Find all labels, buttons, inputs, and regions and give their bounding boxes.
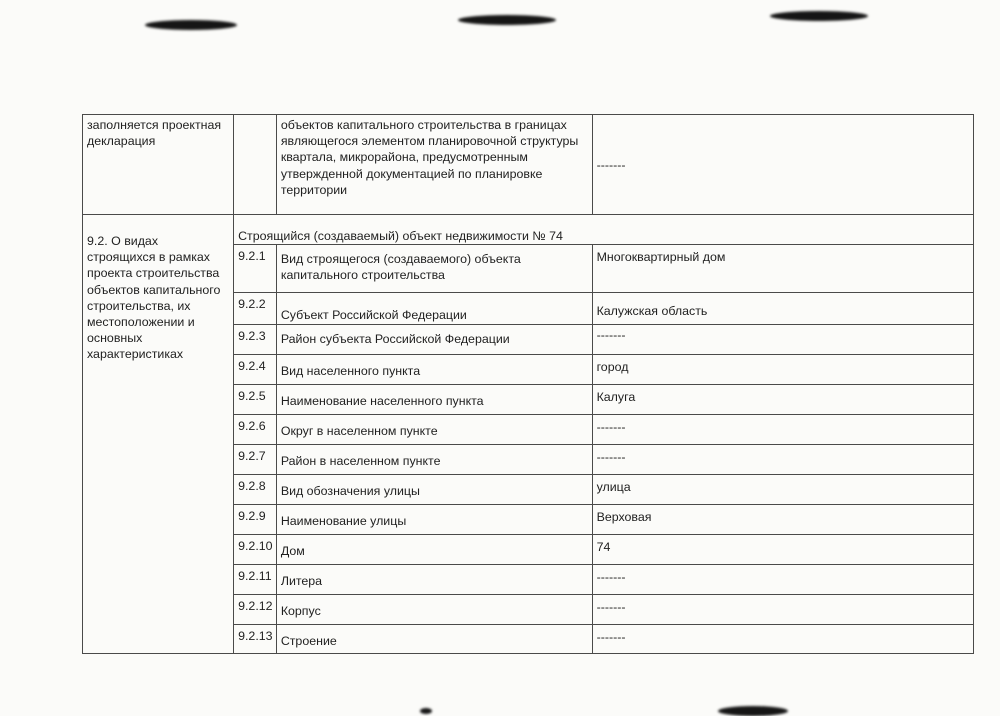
row-label: Наименование населенного пункта <box>276 385 592 415</box>
row-number: 9.2.3 <box>234 325 277 355</box>
row-value: ------- <box>592 625 973 654</box>
row-number: 9.2.11 <box>234 565 277 595</box>
row-value: город <box>592 355 973 385</box>
row-label: Наименование улицы <box>276 505 592 535</box>
top-row-value-text: ------- <box>596 158 626 173</box>
row-number: 9.2.7 <box>234 445 277 475</box>
scan-mark-top-left <box>145 20 237 30</box>
row-value: Верховая <box>592 505 973 535</box>
row-value: ------- <box>592 595 973 625</box>
object-heading-cell <box>234 215 974 245</box>
row-label: Дом <box>276 535 592 565</box>
row-number: 9.2.6 <box>234 415 277 445</box>
row-number: 9.2.10 <box>234 535 277 565</box>
row-value: ------- <box>592 445 973 475</box>
row-value: улица <box>592 475 973 505</box>
row-number: 9.2.1 <box>234 245 277 293</box>
row-number: 9.2.12 <box>234 595 277 625</box>
row-label: Субъект Российской Федерации <box>276 293 592 325</box>
row-value: 74 <box>592 535 973 565</box>
scan-mark-top-center <box>458 15 556 25</box>
row-number: 9.2.5 <box>234 385 277 415</box>
table-row-heading <box>83 215 974 245</box>
top-row-value <box>592 115 973 215</box>
top-row-description <box>276 115 592 215</box>
top-row-num <box>234 115 277 215</box>
row-label: Литера <box>276 565 592 595</box>
section-title: 9.2. О видах строящихся в рамках проекта строительства объектов капитального строительства, их местоположении и основных характеристиках <box>87 234 221 362</box>
row-value: Калуга <box>592 385 973 415</box>
row-number: 9.2.4 <box>234 355 277 385</box>
row-value: ------- <box>592 415 973 445</box>
section-title-cell <box>83 215 234 654</box>
row-label: Вид обозначения улицы <box>276 475 592 505</box>
row-number: 9.2.8 <box>234 475 277 505</box>
row-label: Вид населенного пункта <box>276 355 592 385</box>
row-value: ------- <box>592 565 973 595</box>
row-value: Калужская область <box>592 293 973 325</box>
declaration-table <box>82 114 974 654</box>
scan-mark-bottom-center <box>718 706 788 716</box>
table-row-top <box>83 115 974 215</box>
top-row-label-text: заполняется проектная декларация <box>87 118 222 149</box>
top-row-description-text: объектов капитального строительства в границах являющегося элементом планировочной структуры квартала, микрорайона, предусмотренным утвержденной документацией по планировке территории <box>280 118 579 197</box>
row-number: 9.2.2 <box>234 293 277 325</box>
row-number: 9.2.13 <box>234 625 277 654</box>
scan-mark-bottom-left <box>420 708 432 714</box>
row-value: ------- <box>592 325 973 355</box>
row-label: Корпус <box>276 595 592 625</box>
row-label: Район субъекта Российской Федерации <box>276 325 592 355</box>
row-value: Многоквартирный дом <box>592 245 973 293</box>
row-label: Район в населенном пункте <box>276 445 592 475</box>
row-label: Строение <box>276 625 592 654</box>
scan-mark-top-right <box>770 11 868 21</box>
row-number: 9.2.9 <box>234 505 277 535</box>
row-label: Вид строящегося (создаваемого) объекта капитального строительства <box>276 245 592 293</box>
object-heading: Строящийся (создаваемый) объект недвижимости № 74 <box>238 229 563 243</box>
row-label: Округ в населенном пункте <box>276 415 592 445</box>
top-row-label <box>83 115 234 215</box>
